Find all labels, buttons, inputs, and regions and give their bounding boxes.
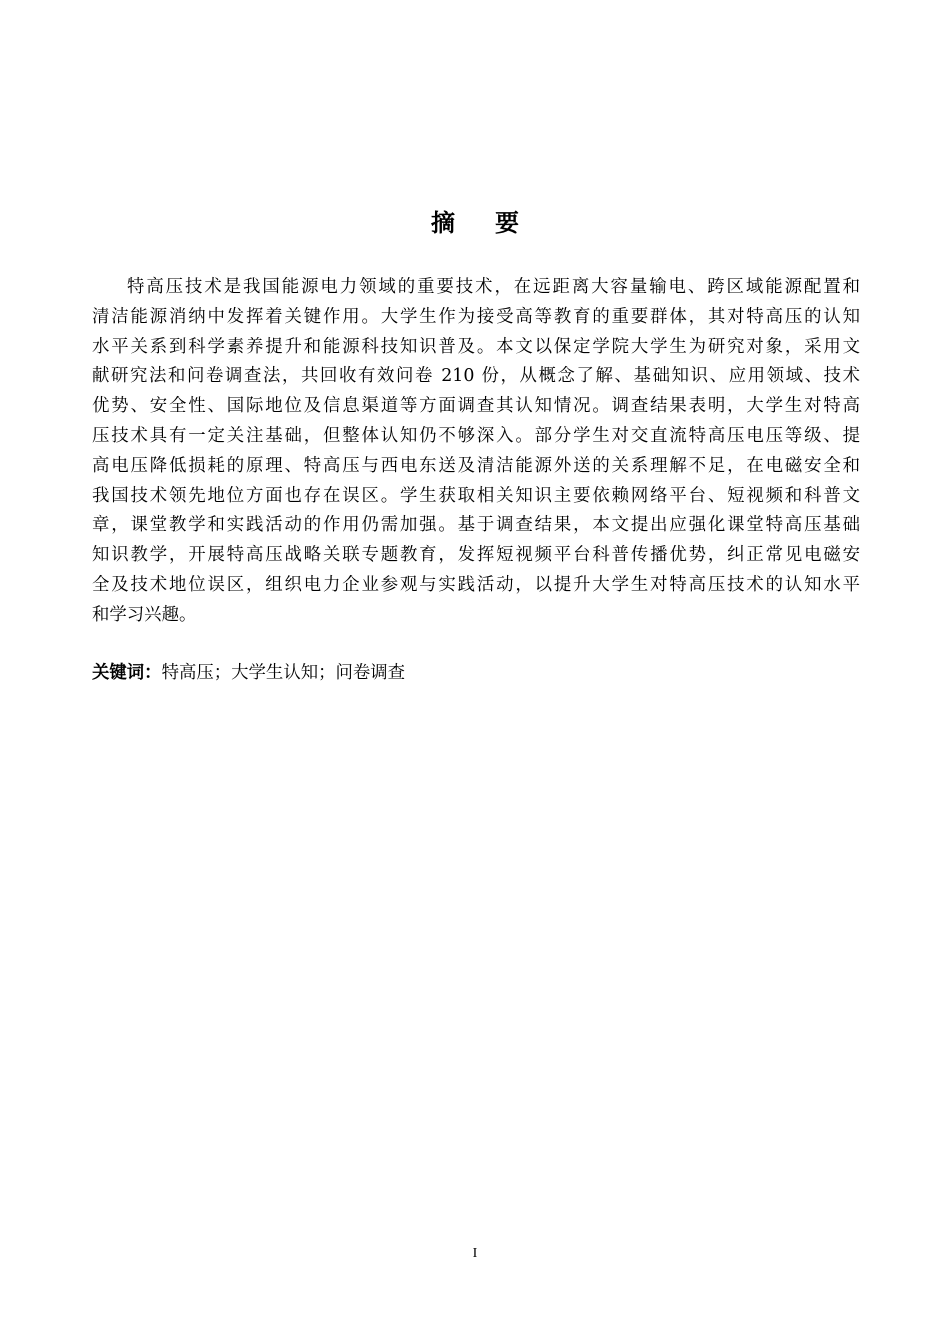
abstract-line: 全及技术地位误区，组织电力企业参观与实践活动，以提升大学生对特高压技术的认知水平 <box>92 574 860 595</box>
abstract-line: 清洁能源消纳中发挥着关键作用。大学生作为接受高等教育的重要群体，其对特高压的认知 <box>92 306 860 327</box>
page-number: I <box>472 1246 478 1261</box>
keywords-value: 特高压；大学生认知；问卷调查 <box>161 663 406 683</box>
abstract-line: 压技术具有一定关注基础，但整体认知仍不够深入。部分学生对交直流特高压电压等级、提 <box>92 425 860 446</box>
abstract-line: 高电压降低损耗的原理、特高压与西电东送及清洁能源外送的关系理解不足，在电磁安全和 <box>92 455 860 476</box>
abstract-line: 知识教学，开展特高压战略关联专题教育，发挥短视频平台科普传播优势，纠正常见电磁安 <box>92 545 860 566</box>
abstract-line: 献研究法和问卷调查法，共回收有效问卷 210 份，从概念了解、基础知识、应用领域、技术 <box>92 366 860 387</box>
abstract-line: 水平关系到科学素养提升和能源科技知识普及。本文以保定学院大学生为研究对象，采用文 <box>92 336 860 357</box>
abstract-line: 特高压技术是我国能源电力领域的重要技术，在远距离大容量输电、跨区域能源配置和 <box>127 277 860 297</box>
keywords <box>92 659 860 689</box>
abstract-line: 和学习兴趣。 <box>92 604 197 625</box>
abstract-line: 优势、安全性、国际地位及信息渠道等方面调查其认知情况。调查结果表明，大学生对特高 <box>92 396 860 417</box>
abstract-body <box>92 273 860 631</box>
abstract-line: 我国技术领先地位方面也存在误区。学生获取相关知识主要依赖网络平台、短视频和科普文 <box>92 485 860 506</box>
page-title: 摘要 <box>431 209 559 237</box>
keywords-label: 关键词： <box>92 663 162 683</box>
abstract-line: 章，课堂教学和实践活动的作用仍需加强。基于调查结果，本文提出应强化课堂特高压基础 <box>92 515 860 536</box>
